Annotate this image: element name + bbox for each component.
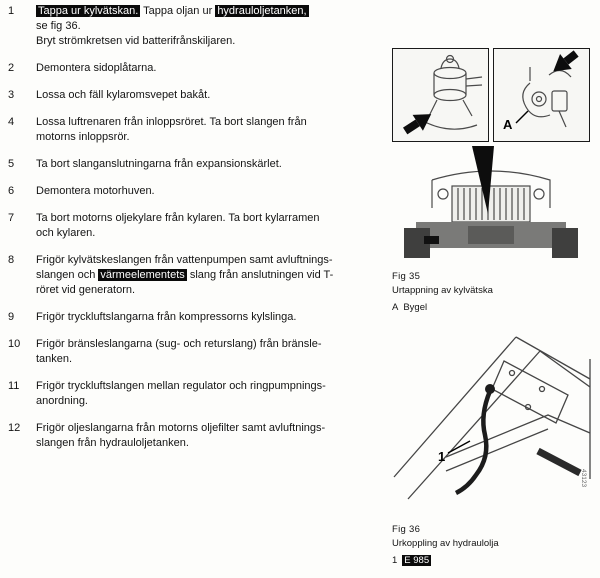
fig36-caption: Urkoppling av hydraulolja (392, 538, 499, 549)
bygel-photo (494, 49, 589, 141)
instruction-number: 1 (8, 5, 15, 17)
bygel-arrow-icon (547, 49, 582, 79)
instruction-text: Frigör oljeslangarna från motorns oljefilter samt avluftnings- slangen från hydrauloljetanken. (36, 422, 326, 449)
fig36-legend-key: 1 (392, 555, 398, 566)
instruction-item (8, 61, 392, 76)
instruction-number: 4 (8, 116, 15, 128)
fig36-drawing (392, 329, 594, 515)
instruction-number: 5 (8, 158, 15, 170)
instruction-text: Lossa och fäll kylaromsvepet bakåt. (36, 89, 211, 101)
instruction-text: Demontera motorhuven. (36, 185, 155, 197)
instruction-text: Frigör bränsleslangarna (sug- och returslang) från bränsle- tanken. (36, 338, 322, 365)
fig35-photo-left (392, 48, 489, 142)
photo-code: 43123 (580, 469, 587, 488)
instruction-number: 9 (8, 311, 15, 323)
instruction-item (8, 115, 392, 145)
instruction-text: Frigör kylvätskeslangen från vattenpumpen samt avluftnings- slangen och värmeelementets slang från anslutningen vid T- röret vid generatorn. (36, 254, 334, 296)
support-bar (538, 451, 580, 473)
fig35-legend (392, 301, 596, 315)
hydraulic-hose (456, 391, 490, 493)
fig36-caption-block (392, 523, 596, 568)
coolant-drain-photo (393, 49, 488, 141)
fig36-legend (392, 554, 596, 568)
instruction-number: 11 (8, 380, 20, 392)
instruction-number: 12 (8, 422, 21, 434)
instruction-item (8, 211, 392, 241)
figures-column (392, 48, 596, 568)
instruction-item (8, 253, 392, 298)
instruction-item (8, 4, 392, 49)
fig35-legend-key: A (392, 302, 399, 313)
instruction-item (8, 157, 392, 172)
instruction-number: 8 (8, 254, 15, 266)
hydraulic-disconnect-drawing (392, 329, 594, 515)
instruction-list (8, 4, 392, 463)
instruction-item (8, 337, 392, 367)
hose-label-1: 1 (438, 449, 446, 464)
fig35-photo-right (493, 48, 590, 142)
fig35-photo-pair (392, 48, 596, 142)
instruction-item (8, 88, 392, 103)
fig35-photo-front (398, 146, 584, 262)
instruction-number: 7 (8, 212, 15, 224)
instruction-text: Demontera sidoplåtarna. (36, 62, 157, 74)
instruction-item (8, 379, 392, 409)
instruction-item (8, 184, 392, 199)
tractor-front-photo (398, 146, 584, 262)
instruction-text: Lossa luftrenaren från inloppsröret. Ta bort slangen från motorns inloppsrör. (36, 116, 307, 143)
instruction-item (8, 310, 392, 325)
fig35-caption: Urtappning av kylvätska (392, 285, 493, 296)
instruction-text: Frigör tryckluftslangarna från kompressorns kylslinga. (36, 311, 297, 323)
bygel-label-a: A (503, 117, 513, 132)
instruction-text: Frigör tryckluftslangen mellan regulator och ringpumpnings- anordning. (36, 380, 326, 407)
fig35-legend-value: Bygel (403, 302, 428, 313)
instruction-text: Tappa ur kylvätskan. Tappa oljan ur hydrauloljetanken, se fig 36. Bryt strömkretsen vid batterifrånskiljaren. (36, 5, 307, 47)
instruction-text: Ta bort motorns oljekylare från kylaren. Ta bort kylarramen och kylaren. (36, 212, 320, 239)
instruction-number: 3 (8, 89, 15, 101)
instruction-number: 10 (8, 338, 21, 350)
fig35-caption-block (392, 270, 596, 315)
instruction-text: Ta bort slanganslutningarna från expansionskärlet. (36, 158, 282, 170)
fig36-number: Fig 36 (392, 524, 421, 535)
instruction-number: 2 (8, 62, 15, 74)
instruction-number: 6 (8, 185, 15, 197)
fig35-number: Fig 35 (392, 271, 421, 282)
instruction-item (8, 421, 392, 451)
fig36-legend-value: E 985 (404, 555, 430, 566)
